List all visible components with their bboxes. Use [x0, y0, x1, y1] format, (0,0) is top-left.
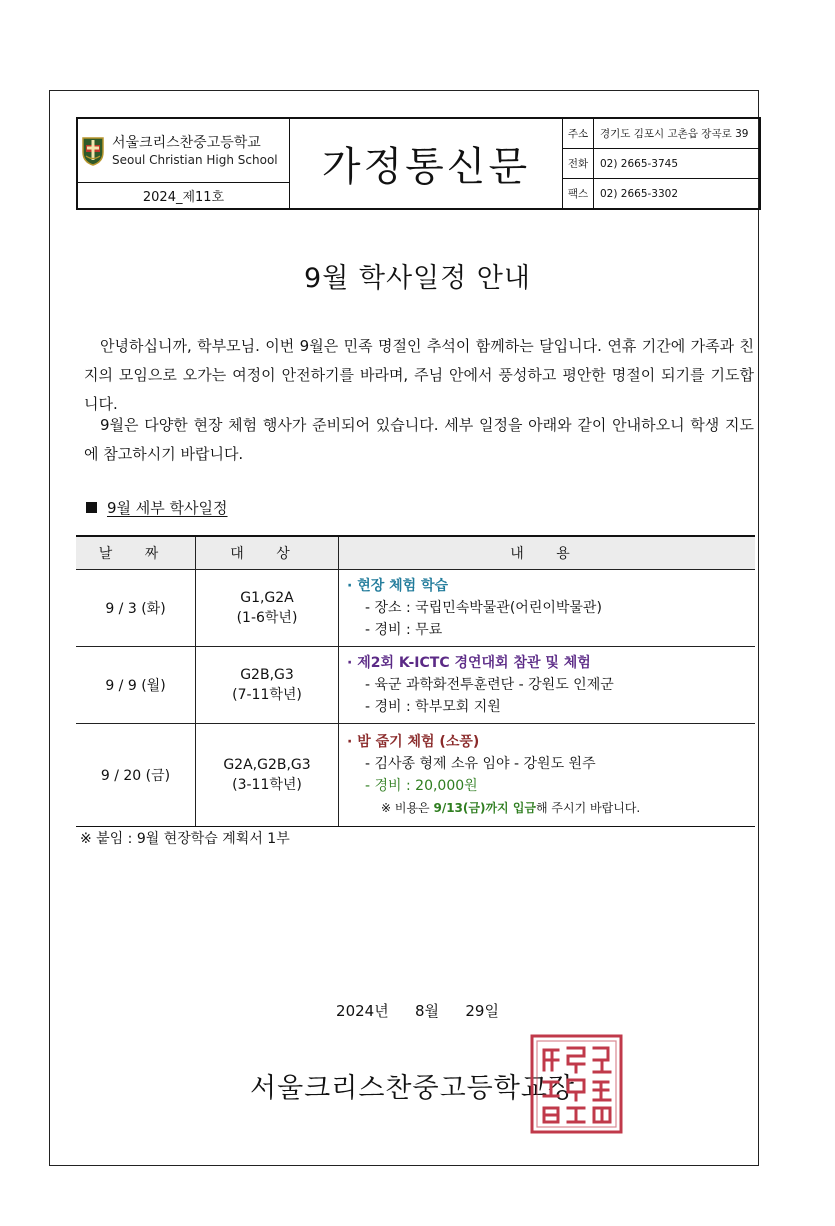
issue-number: 2024_제11호 — [142, 190, 225, 205]
header-content: 내 용 — [339, 536, 756, 570]
contact-info — [563, 119, 759, 208]
official-seal-icon — [530, 1034, 623, 1134]
target-grades: (3-11학년) — [232, 777, 302, 793]
table-header-row — [76, 536, 755, 570]
letterhead — [76, 117, 761, 210]
event-title: · 밤 줍기 체험 (소풍) — [347, 734, 480, 750]
row-date: 9 / 9 (월) — [76, 647, 196, 724]
school-name-english: Seoul Christian High School — [112, 152, 278, 167]
row-content — [339, 724, 756, 827]
notice-paragraph: 9월은 다양한 현장 체험 행사가 준비되어 있습니다. 세부 일정을 아래와 같이 안내하오니 학생 지도에 참고하시기 바랍니다. — [84, 416, 754, 463]
school-emblem-icon — [82, 136, 104, 166]
section-heading — [86, 497, 228, 518]
table-row — [76, 570, 755, 647]
target-groups: G2B,G3 — [240, 667, 294, 683]
document-title: 9월 학사일정 안내 — [304, 263, 531, 294]
table-row — [76, 724, 755, 827]
school-identity — [78, 119, 289, 183]
header-date: 날 짜 — [76, 536, 196, 570]
phone-label: 전화 — [563, 149, 594, 178]
fax-row — [563, 179, 759, 208]
row-date: 9 / 3 (화) — [76, 570, 196, 647]
event-cost: - 경비 : 20,000원 — [365, 778, 478, 794]
row-target — [196, 570, 339, 647]
event-title: · 제2회 K-ICTC 경연대회 참관 및 체험 — [347, 655, 591, 671]
target-grades: (1-6학년) — [236, 610, 298, 626]
note-deadline: 9/13(금)까지 입금 — [433, 801, 537, 815]
row-content — [339, 647, 756, 724]
row-target — [196, 647, 339, 724]
note-suffix: 해 주시기 바랍니다. — [536, 801, 641, 815]
newsletter-title: 가정통신문 — [290, 119, 563, 208]
target-groups: G2A,G2B,G3 — [223, 757, 311, 773]
phone-row — [563, 149, 759, 179]
school-block — [78, 119, 290, 208]
note-prefix: ※ 비용은 — [381, 801, 434, 815]
bullet-square-icon — [86, 502, 97, 513]
school-name-korean: 서울크리스찬중고등학교 — [112, 134, 261, 151]
address-row — [563, 119, 759, 149]
attachment-note: ※ 붙임 : 9월 현장학습 계획서 1부 — [80, 831, 290, 847]
greeting-paragraph: 안녕하십니까, 학부모님. 이번 9월은 민족 명절인 추석이 함께하는 달입니다. 연휴 기간에 가족과 친지의 모임으로 오가는 여정이 안전하기를 바라며, 주님 안에서 풍성하고 평안한 명절이 되기를 기도합니다. — [84, 337, 754, 413]
principal-signature: 서울크리스찬중고등학교장 — [250, 1073, 575, 1104]
payment-note — [347, 797, 755, 819]
section-title: 9월 세부 학사일정 — [107, 499, 228, 517]
target-groups: G1,G2A — [240, 590, 294, 606]
issue-date: 2024년 8월 29일 — [336, 1002, 499, 1020]
event-detail: - 장소 : 국립민속박물관(어린이박물관) — [365, 600, 602, 616]
event-cost: - 경비 : 무료 — [365, 622, 443, 638]
row-target — [196, 724, 339, 827]
row-content — [339, 570, 756, 647]
event-cost: - 경비 : 학부모회 지원 — [365, 699, 501, 715]
event-detail: - 김사종 형제 소유 임야 - 강원도 원주 — [365, 756, 596, 772]
phone-value: 02) 2665-3745 — [600, 157, 679, 170]
row-date: 9 / 20 (금) — [76, 724, 196, 827]
table-row — [76, 647, 755, 724]
address-label: 주소 — [563, 119, 594, 148]
address-value: 경기도 김포시 고촌읍 장곡로 39 — [600, 128, 749, 140]
fax-value: 02) 2665-3302 — [600, 187, 679, 200]
event-detail: - 육군 과학화전투훈련단 - 강원도 인제군 — [365, 677, 614, 693]
target-grades: (7-11학년) — [232, 687, 302, 703]
schedule-table — [76, 535, 755, 827]
fax-label: 팩스 — [563, 179, 594, 208]
event-title: · 현장 체험 학습 — [347, 578, 449, 594]
header-target: 대 상 — [196, 536, 339, 570]
